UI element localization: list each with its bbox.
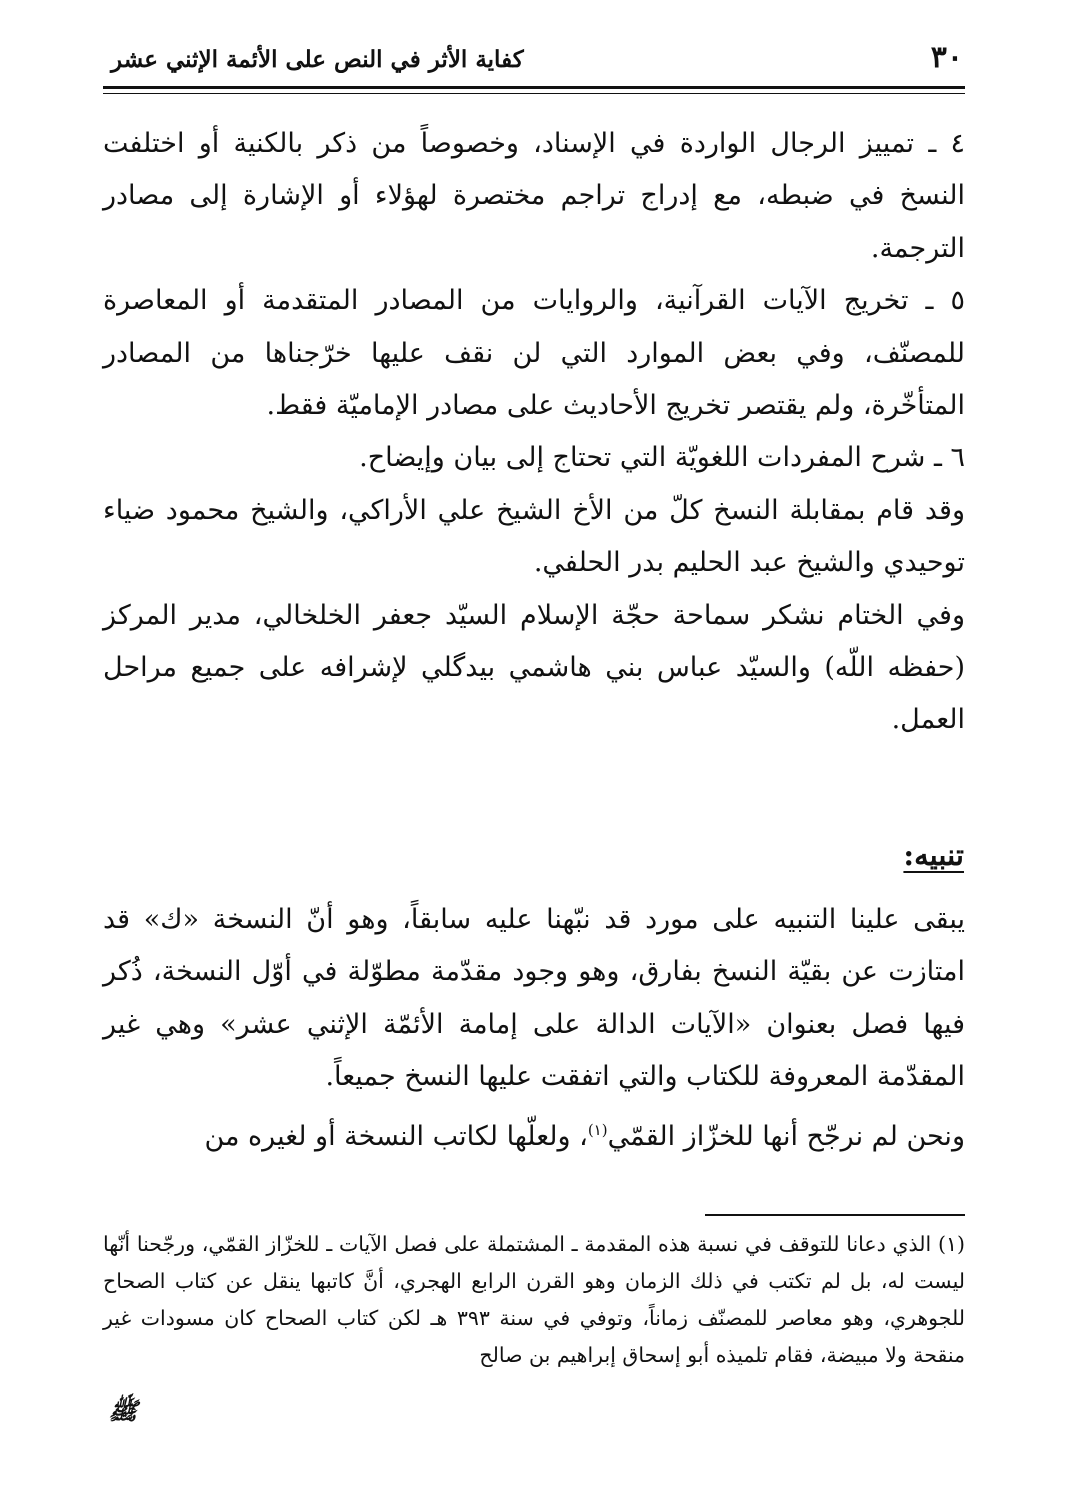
notice-paragraph-2 [103,1104,965,1163]
paragraph-item-6: ٦ ـ شرح المفردات اللغويّة التي تحتاج إلى بيان وإيضاح. [359,442,965,474]
paragraph-thanks: وفي الختام نشكر سماحة حجّة الإسلام السيّد جعفر الخلخالي، مدير المركز (حفظه اللّه) والسيّد عباس بني هاشمي بيدگلي لإشرافه على جميع مراحل العمل. [103,599,965,736]
paragraph-collation: وقد قام بمقابلة النسخ كلّ من الأخ الشيخ علي الأراكي، والشيخ محمود ضياء توحيدي والشيخ عبد الحليم بدر الحلفي. [103,494,965,579]
header-rule-thick [103,86,965,89]
footnote [103,1226,965,1374]
notice-paragraph-1: يبقى علينا التنبيه على مورد قد نبّهنا عليه سابقاً، وهو أنّ النسخة «ك» قد امتازت عن بقيّة النسخ بفارق، وهو وجود مقدّمة مطوّلة في أوّل النسخة، ذُكر فيها فصل بعنوان «الآيات الدالة على إمامة الأئمّة الإثني عشر» وهي غير المقدّمة المعروفة للكتاب والتي اتفقت عليها النسخ جميعاً. [103,904,965,1093]
main-text [103,118,965,747]
paragraph-item-4: ٤ ـ تمييز الرجال الواردة في الإسناد، وخصوصاً من ذكر بالكنية أو اختلفت النسخ في ضبطه، مع إدراج تراجم مختصرة لهؤلاء أو الإشارة إلى مصادر الترجمة. [103,128,965,264]
footnote-1-text: (١) الذي دعانا للتوقف في نسبة هذه المقدمة ـ المشتملة على فصل الآيات ـ للخزّاز القمّي، ورجّحنا أنّها ليست له، بل لم تكتب في ذلك الزمان وهو القرن الرابع الهجري، أنَّ كاتبها ينقل عن كتاب الصحاح للجوهري، وهو معاصر للمصنّف زماناً، وتوفي في سنة ٣٩٣ هـ لكن كتاب الصحاح كان مسودات غير منقحة ولا مبيضة، فقام تلميذه أبو إسحاق إبراهيم بن صالح [103,1232,965,1367]
paragraph-item-5: ٥ ـ تخريج الآيات القرآنية، والروايات من المصادر المتقدمة أو المعاصرة للمصنّف، وفي بعض الموارد التي لن نقف عليها خرّجناها من المصادر المتأخّرة، ولم يقتصر تخريج الأحاديث على مصادر الإماميّة فقط. [103,285,965,422]
notice-paragraph-2-rest: ، ولعلّها لكاتب النسخة أو لغيره من [204,1120,588,1152]
page-number: ٣٠ [930,40,963,75]
header-rule-thin [103,93,965,94]
footnote-rule [705,1214,965,1216]
footnote-marker[interactable]: (١) [587,1120,608,1139]
notice-text [103,894,965,1163]
notice-paragraph-2-text: ونحن لم نرجّح أنها للخزّاز القمّي [607,1120,965,1152]
page-header [103,40,965,84]
notice-heading: تنبيه: [903,838,964,872]
running-title: كفاية الأثر في النص على الأئمة الإثني عشر [111,46,524,73]
honorific-seal-icon: ﷺ [108,1396,138,1425]
